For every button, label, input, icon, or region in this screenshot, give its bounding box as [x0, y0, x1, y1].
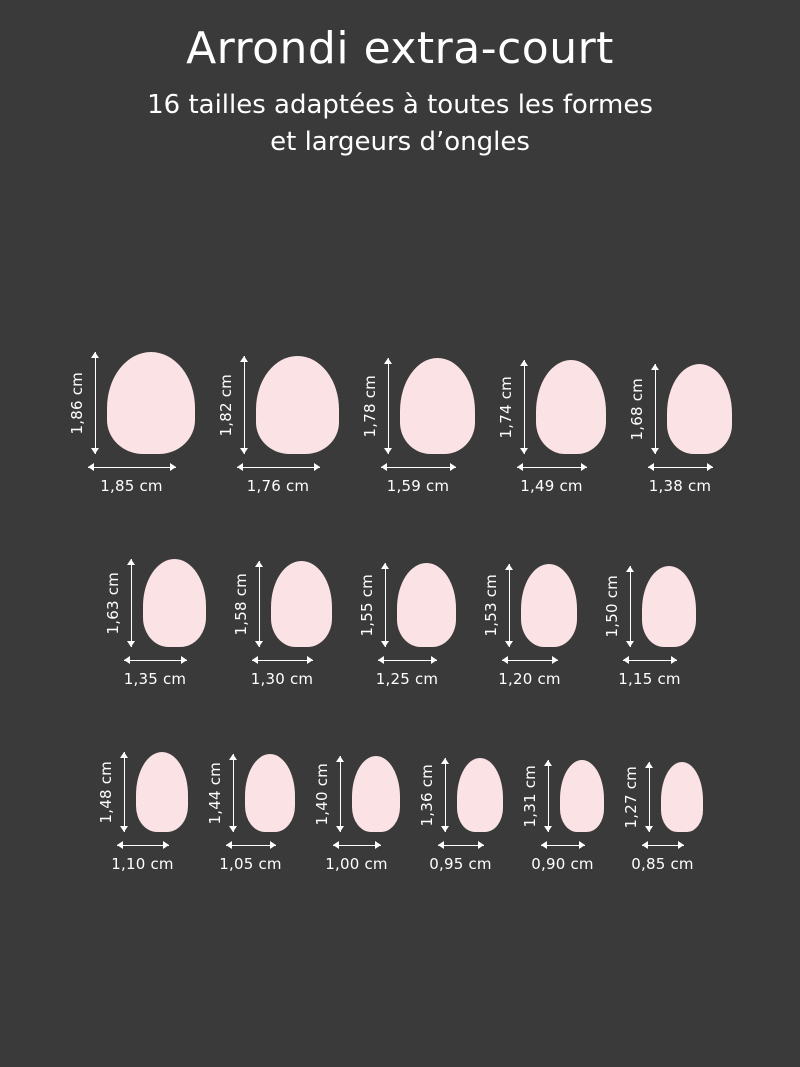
size-cell [418, 758, 503, 873]
height-arrow-icon [336, 756, 345, 832]
nail-shape [136, 752, 188, 832]
page-header [0, 0, 800, 162]
size-cell [603, 566, 696, 688]
height-measure [361, 358, 393, 454]
width-label: 1,35 cm [123, 670, 187, 688]
height-label: 1,40 cm [313, 762, 331, 826]
height-measure [206, 754, 238, 832]
size-cell [104, 559, 206, 688]
height-label: 1,86 cm [68, 371, 86, 435]
height-measure [232, 561, 264, 647]
height-arrow-icon [381, 563, 390, 647]
height-arrow-icon [91, 352, 100, 454]
size-row [0, 752, 800, 873]
height-arrow-icon [651, 364, 660, 454]
height-arrow-icon [520, 360, 529, 454]
width-measure [237, 463, 320, 495]
size-cell [206, 754, 295, 873]
width-measure [531, 841, 593, 873]
nail-shape [521, 564, 577, 647]
width-arrow-icon [88, 463, 176, 472]
size-cell [482, 564, 577, 688]
width-measure [429, 841, 491, 873]
size-cell [358, 563, 456, 688]
width-label: 1,30 cm [250, 670, 314, 688]
height-label: 1,44 cm [206, 761, 224, 825]
height-arrow-icon [544, 760, 553, 832]
height-measure [603, 566, 635, 647]
height-label: 1,78 cm [361, 374, 379, 438]
height-label: 1,82 cm [217, 373, 235, 437]
width-arrow-icon [623, 656, 677, 665]
height-label: 1,74 cm [497, 375, 515, 439]
width-label: 1,76 cm [246, 477, 310, 495]
width-label: 1,05 cm [219, 855, 282, 873]
width-label: 1,49 cm [520, 477, 583, 495]
nail-shape [245, 754, 295, 832]
page-subtitle-line-2: et largeurs d’ongles [270, 127, 530, 158]
nail-shape [271, 561, 332, 647]
width-measure [517, 463, 587, 495]
width-measure [381, 463, 456, 495]
height-measure [104, 559, 136, 647]
width-arrow-icon [642, 841, 684, 850]
height-measure [628, 364, 660, 454]
size-cell [313, 756, 400, 873]
width-arrow-icon [333, 841, 381, 850]
nail-shape [642, 566, 696, 647]
width-label: 1,59 cm [386, 477, 450, 495]
height-arrow-icon [127, 559, 136, 647]
width-measure [251, 656, 313, 688]
height-label: 1,55 cm [358, 573, 376, 637]
size-cell [217, 356, 339, 495]
size-cell [628, 364, 732, 495]
height-measure [497, 360, 529, 454]
size-cell [361, 358, 475, 495]
page-subtitle [0, 87, 800, 162]
nail-shape [352, 756, 400, 832]
nail-shape [457, 758, 503, 832]
width-measure [618, 656, 680, 688]
size-row [0, 559, 800, 688]
height-arrow-icon [505, 564, 514, 647]
height-label: 1,27 cm [622, 765, 640, 829]
height-measure [358, 563, 390, 647]
width-label: 1,00 cm [325, 855, 388, 873]
size-cell [497, 360, 606, 495]
height-arrow-icon [120, 752, 129, 832]
nail-shape [661, 762, 703, 832]
width-label: 0,95 cm [429, 855, 492, 873]
width-label: 1,25 cm [375, 670, 439, 688]
height-measure [313, 756, 345, 832]
size-cell [622, 762, 703, 873]
width-measure [88, 463, 176, 495]
height-measure [97, 752, 129, 832]
height-measure [418, 758, 450, 832]
width-measure [631, 841, 693, 873]
width-label: 1,10 cm [111, 855, 174, 873]
height-arrow-icon [240, 356, 249, 454]
height-arrow-icon [255, 561, 264, 647]
height-measure [521, 760, 553, 832]
height-label: 1,48 cm [97, 760, 115, 824]
nail-shape [143, 559, 206, 647]
nail-shape [560, 760, 604, 832]
width-arrow-icon [648, 463, 713, 472]
size-grid [0, 352, 800, 937]
width-arrow-icon [381, 463, 456, 472]
width-measure [376, 656, 438, 688]
height-measure [68, 352, 100, 454]
height-label: 1,53 cm [482, 574, 500, 637]
height-measure [217, 356, 249, 454]
width-measure [498, 656, 560, 688]
nail-shape [536, 360, 606, 454]
nail-shape [400, 358, 475, 454]
height-label: 1,63 cm [104, 571, 122, 635]
height-label: 1,68 cm [628, 377, 646, 441]
height-arrow-icon [229, 754, 238, 832]
width-arrow-icon [502, 656, 558, 665]
width-label: 1,20 cm [498, 670, 561, 688]
size-cell [97, 752, 188, 873]
width-arrow-icon [517, 463, 587, 472]
size-cell [521, 760, 604, 873]
width-label: 1,15 cm [618, 670, 681, 688]
height-arrow-icon [384, 358, 393, 454]
width-arrow-icon [237, 463, 320, 472]
height-label: 1,36 cm [418, 763, 436, 827]
height-label: 1,50 cm [603, 575, 621, 638]
width-label: 1,38 cm [648, 477, 712, 495]
height-arrow-icon [645, 762, 654, 832]
size-cell [232, 561, 332, 688]
width-arrow-icon [124, 656, 187, 665]
width-arrow-icon [117, 841, 169, 850]
width-label: 0,85 cm [631, 855, 694, 873]
width-measure [325, 841, 387, 873]
height-measure [622, 762, 654, 832]
height-arrow-icon [441, 758, 450, 832]
width-measure [111, 841, 173, 873]
width-arrow-icon [378, 656, 437, 665]
size-row [0, 352, 800, 495]
nail-shape [107, 352, 195, 454]
height-measure [482, 564, 514, 647]
width-measure [648, 463, 713, 495]
width-measure [124, 656, 187, 688]
page-title: Arrondi extra-court [186, 23, 614, 74]
nail-shape [397, 563, 456, 647]
width-arrow-icon [541, 841, 585, 850]
height-arrow-icon [626, 566, 635, 647]
width-measure [219, 841, 281, 873]
nail-shape [667, 364, 732, 454]
nail-shape [256, 356, 339, 454]
width-label: 1,85 cm [100, 477, 163, 495]
page-subtitle-line-1: 16 tailles adaptées à toutes les formes [147, 89, 653, 120]
width-arrow-icon [226, 841, 276, 850]
width-arrow-icon [438, 841, 484, 850]
height-label: 1,31 cm [521, 764, 539, 828]
width-arrow-icon [252, 656, 313, 665]
height-label: 1,58 cm [232, 572, 250, 636]
size-cell [68, 352, 195, 495]
width-label: 0,90 cm [531, 855, 594, 873]
